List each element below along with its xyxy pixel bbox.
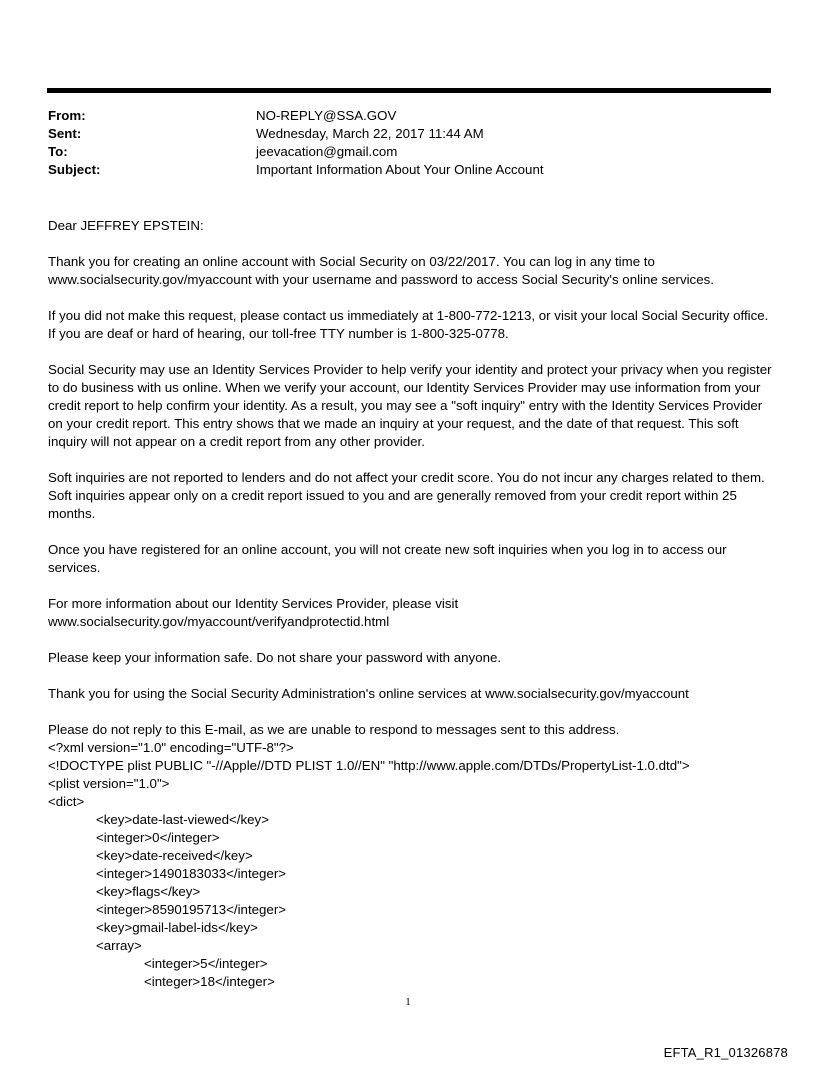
sent-label: Sent: xyxy=(48,126,82,141)
email-header xyxy=(48,107,768,179)
xml-line: <key>date-received</key> xyxy=(96,848,253,863)
sent-row xyxy=(48,125,768,143)
email-body xyxy=(48,217,778,991)
body-paragraph: If you did not make this request, please contact us immediately at 1-800-772-1213, or visit your local Social Security office. If you are deaf or hard of hearing, our toll-free TTY number is 1-800-325-0778. xyxy=(48,308,769,341)
verify-link: www.socialsecurity.gov/myaccount/verifyandprotectid.html xyxy=(48,614,390,629)
xml-line: <integer>0</integer> xyxy=(96,830,220,845)
xml-line: <array> xyxy=(96,938,142,953)
from-value: NO-REPLY@SSA.GOV xyxy=(256,108,397,123)
xml-line: <integer>5</integer> xyxy=(144,956,268,971)
xml-line: <plist version="1.0"> xyxy=(48,776,170,791)
xml-line: <key>gmail-label-ids</key> xyxy=(96,920,258,935)
body-paragraph: For more information about our Identity Services Provider, please visit xyxy=(48,596,459,611)
xml-block xyxy=(48,739,778,991)
body-paragraph: Soft inquiries are not reported to lenders and do not affect your credit score. You do not incur any charges related to them. Soft inquiries appear only on a credit report issued to you and are generally removed from your credit report within 25 months. xyxy=(48,470,765,521)
subject-value: Important Information About Your Online Account xyxy=(256,162,544,177)
page-number: 1 xyxy=(405,996,411,1008)
greeting: Dear JEFFREY EPSTEIN: xyxy=(48,218,204,233)
to-value: jeevacation@gmail.com xyxy=(256,144,398,159)
sent-value: Wednesday, March 22, 2017 11:44 AM xyxy=(256,126,484,141)
to-row xyxy=(48,143,768,161)
xml-line: <key>flags</key> xyxy=(96,884,201,899)
subject-label: Subject: xyxy=(48,162,101,177)
to-label: To: xyxy=(48,144,68,159)
body-paragraph: Once you have registered for an online account, you will not create new soft inquiries when you log in to access our services. xyxy=(48,542,727,575)
xml-line: <integer>8590195713</integer> xyxy=(96,902,287,917)
xml-line: <!DOCTYPE plist PUBLIC "-//Apple//DTD PLIST 1.0//EN" "http://www.apple.com/DTDs/PropertyList-1.0.dtd"> xyxy=(48,758,690,773)
body-paragraph: Please keep your information safe. Do not share your password with anyone. xyxy=(48,650,502,665)
body-paragraph: Thank you for using the Social Security Administration's online services at www.socialsecurity.gov/myaccount xyxy=(48,686,689,701)
body-paragraph: Thank you for creating an online account with Social Security on 03/22/2017. You can log in any time to www.socialsecurity.gov/myaccount with your username and password to access Social Security's online services. xyxy=(48,254,714,287)
xml-line: <?xml version="1.0" encoding="UTF-8"?> xyxy=(48,740,294,755)
subject-row xyxy=(48,161,768,179)
xml-line: <integer>18</integer> xyxy=(144,974,275,989)
xml-line: <integer>1490183033</integer> xyxy=(96,866,287,881)
header-rule xyxy=(47,88,771,93)
from-label: From: xyxy=(48,108,86,123)
document-id: EFTA_R1_01326878 xyxy=(663,1045,788,1060)
xml-line: <key>date-last-viewed</key> xyxy=(96,812,269,827)
no-reply-notice: Please do not reply to this E-mail, as we are unable to respond to messages sent to this address. xyxy=(48,722,620,737)
xml-line: <dict> xyxy=(48,794,85,809)
from-row xyxy=(48,107,768,125)
body-paragraph: Social Security may use an Identity Services Provider to help verify your identity and protect your privacy when you register to do business with us online. When we verify your account, our Identity Services Provider may use information from your credit report to help confirm your identity. As a result, you may see a "soft inquiry" entry with the Identity Services Provider on your credit report. This entry shows that we made an inquiry at your request, and the date of that request. This soft inquiry will not appear on a credit report from any other provider. xyxy=(48,362,772,449)
